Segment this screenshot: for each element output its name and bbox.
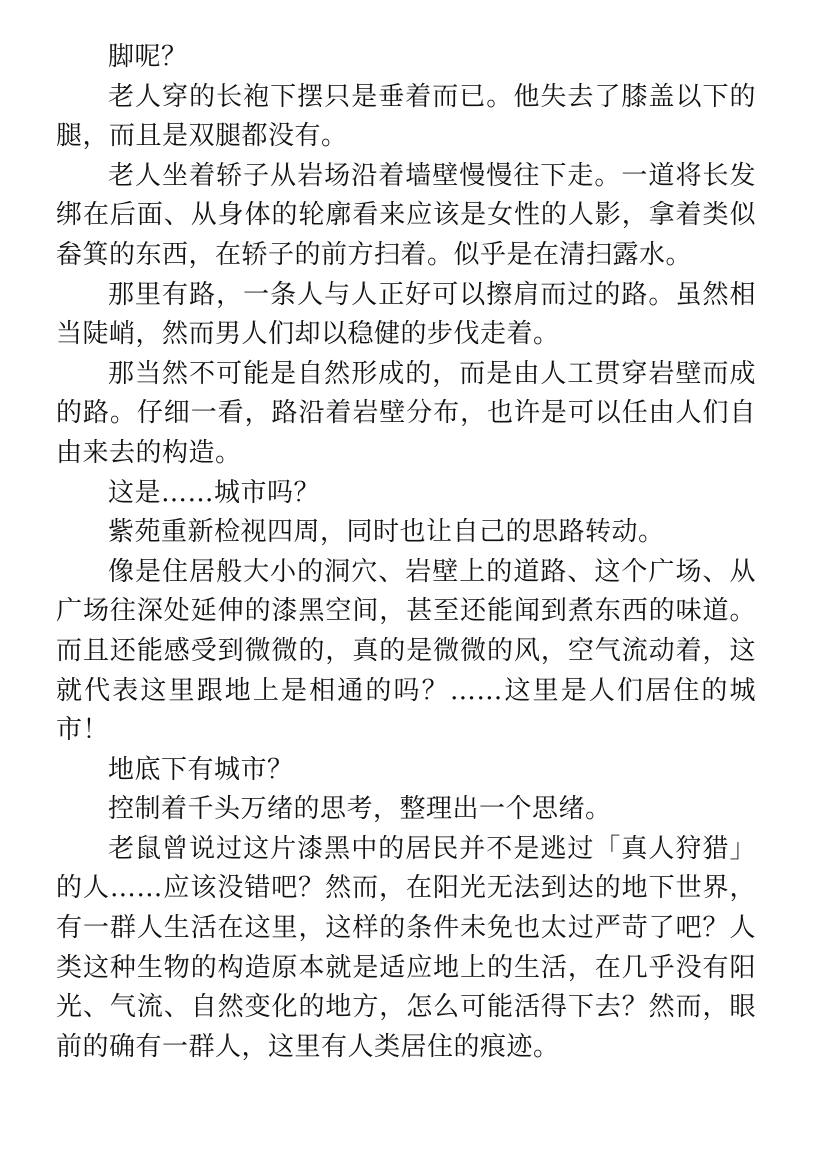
paragraph: 老人穿的长袍下摆只是垂着而已。他失去了膝盖以下的腿，而且是双腿都没有。 [56, 81, 756, 152]
paragraph: 地底下有城市？ [108, 754, 294, 785]
paragraph: 紫苑重新检视四周，同时也让自己的思路转动。 [108, 517, 665, 548]
paragraph: 像是住居般大小的洞穴、岩壁上的道路、这个广场、从广场往深处延伸的漆黑空间，甚至还能闻到煮东西的味道。而且还能感受到微微的，真的是微微的风，空气流动着，这就代表这里跟地上是相通的吗？……这里是人们居住的城市！ [56, 556, 756, 746]
paragraph: 老人坐着轿子从岩场沿着墙壁慢慢往下走。一道将长发绑在后面、从身体的轮廓看来应该是女性的人影，拿着类似畚箕的东西，在轿子的前方扫着。似乎是在清扫露水。 [56, 160, 756, 270]
paragraph: 这是……城市吗？ [108, 477, 321, 508]
paragraph: 控制着千头万绪的思考，整理出一个思绪。 [108, 794, 612, 825]
paragraph: 那当然不可能是自然形成的，而是由人工贯穿岩壁而成的路。仔细一看，路沿着岩壁分布，也许是可以任由人们自由来去的构造。 [56, 358, 756, 468]
document-page [56, 38, 756, 1067]
paragraph: 那里有路，一条人与人正好可以擦肩而过的路。虽然相当陡峭，然而男人们却以稳健的步伐走着。 [56, 279, 756, 350]
paragraph: 老鼠曾说过这片漆黑中的居民并不是逃过「真人狩猎」的人……应该没错吧？然而，在阳光无法到达的地下世界，有一群人生活在这里，这样的条件未免也太过严苛了吧？人类这种生物的构造原本就是适应地上的生活，在几乎没有阳光、气流、自然变化的地方，怎么可能活得下去？然而，眼前的确有一群人，这里有人类居住的痕迹。 [56, 833, 756, 1062]
paragraph: 脚呢？ [108, 42, 188, 72]
